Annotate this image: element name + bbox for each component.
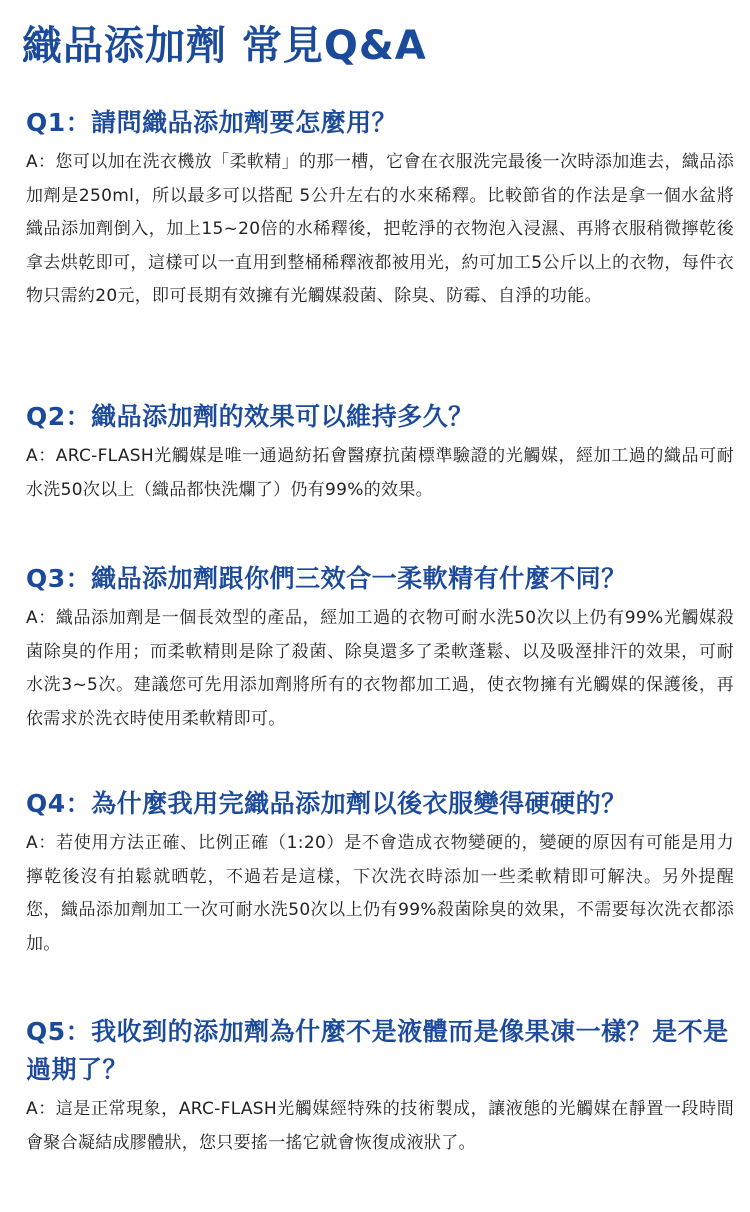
faq-question-5: Q5：我收到的添加劑為什麼不是液體而是像果凍一樣？是不是過期了？: [26, 1017, 729, 1084]
faq-question-4: Q4：為什麼我用完織品添加劑以後衣服變得硬硬的？: [26, 789, 627, 818]
faq-answer-4: A：若使用方法正確、比例正確（1:20）是不會造成衣物變硬的，變硬的原因有可能是用力擰乾後沒有拍鬆就晒乾，不過若是這樣，下次洗衣時添加一些柔軟精即可解決。另外提醒您，織品添加劑加工一次可耐水洗50次以上仍有99%殺菌除臭的效果，不需要每次洗衣都添加。: [26, 833, 734, 954]
faq-question-1: Q1：請問織品添加劑要怎麼用？: [26, 108, 398, 137]
faq-question-3: Q3：織品添加劑跟你們三效合一柔軟精有什麼不同？: [26, 564, 627, 593]
faq-answer-2: A：ARC-FLASH光觸媒是唯一通過紡拓會醫療抗菌標準驗證的光觸媒，經加工過的織品可耐水洗50次以上（織品都快洗爛了）仍有99%的效果。: [26, 446, 734, 500]
faq-item-2: [26, 398, 734, 507]
faq-question-2: Q2：織品添加劑的效果可以維持多久？: [26, 402, 474, 431]
faq-answer-1: A：您可以加在洗衣機放「柔軟精」的那一槽，它會在衣服洗完最後一次時添加進去，織品添加劑是250ml，所以最多可以搭配 5公升左右的水來稀釋。比較節省的作法是拿一個水盆將織品添加劑倒入，加上15~20倍的水稀釋後，把乾淨的衣物泡入浸濕、再將衣服稍微擰乾後拿去烘乾即可，這樣可以一直用到整桶稀釋液都被用光，約可加工5公斤以上的衣物，每件衣物只需約20元，即可長期有效擁有光觸媒殺菌、除臭、防霉、自淨的功能。: [26, 152, 734, 306]
faq-answer-3: A：織品添加劑是一個長效型的產品，經加工過的衣物可耐水洗50次以上仍有99%光觸媒殺菌除臭的作用；而柔軟精則是除了殺菌、除臭還多了柔軟蓬鬆、以及吸溼排汗的效果，可耐水洗3~5次。建議您可先用添加劑將所有的衣物都加工過，使衣物擁有光觸媒的保護後，再依需求於洗衣時使用柔軟精即可。: [26, 608, 734, 729]
faq-item-3: [26, 560, 734, 736]
faq-answer-5: A：這是正常現象，ARC-FLASH光觸媒經特殊的技術製成，讓液態的光觸媒在靜置一段時間會聚合凝結成膠體狀，您只要搖一搖它就會恢復成液狀了。: [26, 1099, 734, 1153]
page-title: 織品添加劑 常見Q&A: [22, 23, 427, 69]
faq-item-5: [26, 1013, 734, 1160]
faq-item-4: [26, 785, 734, 961]
faq-item-1: [26, 104, 734, 314]
